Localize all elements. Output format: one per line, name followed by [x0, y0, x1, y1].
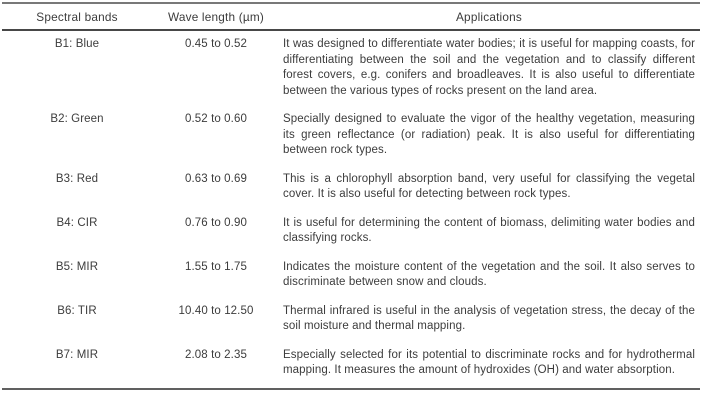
- band-cell: B2: Green: [50, 113, 104, 125]
- application-cell: Especially selected for its potential to discriminate rocks and for hydrothermal mapping. It measures the amount of hydroxides (OH) and water absorption.: [283, 348, 695, 376]
- table-body: [2, 31, 700, 388]
- column-header-spectral-bands: Spectral bands: [36, 10, 118, 24]
- band-cell: B4: CIR: [56, 216, 98, 229]
- band-cell: B7: MIR: [55, 348, 99, 361]
- band-cell: B1: Blue: [54, 38, 100, 50]
- wavelength-cell: 1.55 to 1.75: [185, 260, 247, 273]
- table-row-b6: [2, 304, 700, 335]
- application-cell: Indicates the moisture content of the vegetation and the soil. It also serves to discriminate between snow and clouds.: [283, 260, 695, 288]
- table-row-b4: [2, 216, 700, 247]
- band-cell: B5: MIR: [55, 260, 99, 273]
- column-header-applications: Applications: [455, 10, 522, 24]
- band-cell: B6: TIR: [57, 304, 97, 317]
- table-row-b2: [2, 112, 700, 159]
- application-cell: Specially designed to evaluate the vigor of the healthy vegetation, measuring its green reflectance (or radiation) peak. It is also useful for differentiating between rock types.: [283, 113, 695, 156]
- wavelength-cell: 2.08 to 2.35: [185, 348, 247, 361]
- table-row-b5: [2, 260, 700, 291]
- application-cell: It is useful for determining the content of biomass, delimiting water bodies and classifying rocks.: [283, 216, 695, 244]
- wavelength-cell: 10.40 to 12.50: [178, 304, 254, 317]
- application-cell: It was designed to differentiate water bodies; it is useful for mapping coasts, for differentiating between the soil and the vegetation and to classify different forest covers, e.g. conifers and broadleaves. It is also useful to differentiate between the various types of rocks present on the land area.: [283, 38, 695, 97]
- band-cell: B3: Red: [55, 172, 99, 185]
- wavelength-cell: 0.52 to 0.60: [185, 113, 247, 125]
- wavelength-cell: 0.76 to 0.90: [185, 216, 247, 229]
- wavelength-cell: 0.63 to 0.69: [185, 172, 247, 185]
- application-cell: This is a chlorophyll absorption band, very useful for classifying the vegetal cover. It is also useful for detecting between rock types.: [283, 172, 695, 200]
- table-header-row: [2, 4, 700, 31]
- table-row-b1: [2, 37, 700, 99]
- application-cell: Thermal infrared is useful in the analysis of vegetation stress, the decay of the soil moisture and thermal mapping.: [283, 304, 695, 332]
- column-header-wave-length: Wave length (µm): [167, 10, 265, 24]
- wavelength-cell: 0.45 to 0.52: [185, 38, 247, 50]
- table-row-b7: [2, 348, 700, 379]
- table-row-b3: [2, 172, 700, 203]
- spectral-bands-table: [2, 2, 700, 390]
